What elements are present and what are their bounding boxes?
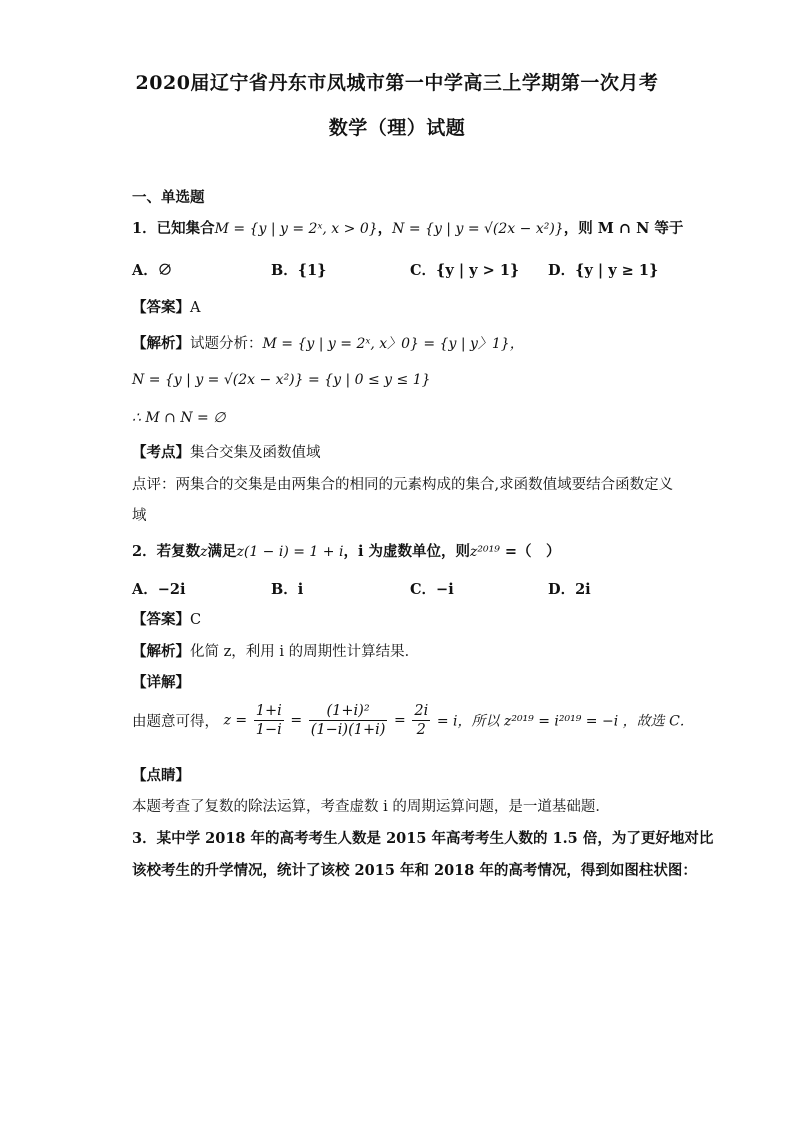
q2-fraction-3 [412,702,430,739]
q2-eq-2: = [394,712,406,729]
q1-analysis-n: N = {y | y = √(2x − x²)} = {y | 0 ≤ y ≤ 1} [132,372,431,388]
q1-option-b: B．{1} [271,262,327,279]
q1-analysis-line1 [132,332,524,353]
q2-stem-pow: z²⁰¹⁹ [470,544,500,560]
q2-review-tag: 【点睛】 [132,767,190,784]
q1-sep: ， [377,220,393,237]
q2-fraction-2-den: (1−i)(1+i) [310,722,386,738]
q2-review-text: 本题考查了复数的除法运算，考查虚数 i 的周期运算问题，是一道基础题． [132,799,610,815]
q1-set-m: M = {y | y = 2ˣ, x > 0} [214,221,378,237]
q1-option-d: D．{y | y ≥ 1} [548,262,659,279]
q2-detail-prefix: 由题意可得， [132,714,219,730]
q1-option-a: A．∅ [132,262,173,279]
q2-analysis [132,640,419,661]
q3-stem-line2: 该校考生的升学情况，统计了该校 2015 年和 2018 年的高考情况，得到如图柱状图： [132,862,697,879]
q2-answer [132,608,201,629]
q1-point-text: 集合交集及函数值域 [190,445,321,461]
q1-answer-value: A [190,300,201,316]
q2-analysis-tag: 【解析】 [132,643,190,660]
document-title-line1: 2020届辽宁省丹东市凤城市第一中学高三上学期第一次月考 [135,72,659,94]
q2-stem-suffix: =（ ） [499,543,561,560]
q1-option-c: C．{y | y > 1} [410,262,520,279]
q2-fraction-1 [254,702,284,739]
q1-answer [132,296,200,317]
q2-detail-tail: = i，所以 z²⁰¹⁹ = i²⁰¹⁹ = −i ，故选 C． [436,713,694,730]
q2-detail-z: z = [223,712,248,729]
q2-stem-mid2: ，i 为虚数单位，则 [343,543,471,560]
q2-detail-tag: 【详解】 [132,674,190,691]
q1-stem-prefix: 1．已知集合 [132,220,215,237]
q2-stem-mid: 满足 [207,543,237,560]
q1-analysis-line3 [132,410,225,426]
q2-option-c: C．−i [410,581,454,598]
section-heading: 一、单选题 [132,189,205,206]
q2-fraction-2 [309,702,388,739]
q2-answer-value: C [190,612,202,628]
document-title-line2: 数学（理）试题 [328,117,466,139]
q1-stem-suffix: ，则 M ∩ N 等于 [563,220,684,237]
q2-stem-z: z [200,544,208,560]
q2-option-a: A．−2i [132,581,186,598]
q1-point [132,441,321,462]
q1-comment-line2: 域 [132,508,147,524]
q1-analysis-line2 [132,372,431,388]
q1-analysis-text: 试题分析： [190,336,263,352]
q2-stem-eq: z(1 − i) = 1 + i [236,544,344,560]
q1-comment-line1: 点评：两集合的交集是由两集合的相同的元素构成的集合,求函数值域要结合函数定义 [132,477,674,493]
q2-fraction-3-num: 2i [414,703,429,719]
q2-detail-formula [132,702,694,739]
q2-fraction-2-num: (1+i)² [309,702,388,721]
q1-analysis-tag: 【解析】 [132,335,190,352]
q2-fraction-1-num: 1+i [255,703,282,719]
q2-eq-1: = [290,712,303,729]
q2-analysis-text: 化简 z，利用 i 的周期性计算结果． [190,644,420,660]
q2-answer-tag: 【答案】 [132,611,190,628]
q2-stem-prefix: 2．若复数 [132,543,201,560]
q2-fraction-3-den: 2 [416,722,426,738]
q1-analysis-result: ∴ M ∩ N = ∅ [132,410,226,426]
q2-option-b: B．i [271,581,304,598]
q3-stem-line1: 3．某中学 2018 年的高考考生人数是 2015 年高考考生人数的 1.5 倍，为了更好地对比 [132,830,714,847]
q2-stem [132,540,561,561]
q1-answer-tag: 【答案】 [132,299,190,316]
q1-set-n: N = {y | y = √(2x − x²)} [392,221,564,237]
q2-fraction-1-den: 1−i [255,722,282,738]
q1-analysis-m: M = {y | y = 2ˣ, x〉0} = {y | y〉1}， [262,336,524,352]
q2-option-d: D．2i [548,581,591,598]
q1-stem [132,217,683,238]
q1-point-tag: 【考点】 [132,444,190,461]
